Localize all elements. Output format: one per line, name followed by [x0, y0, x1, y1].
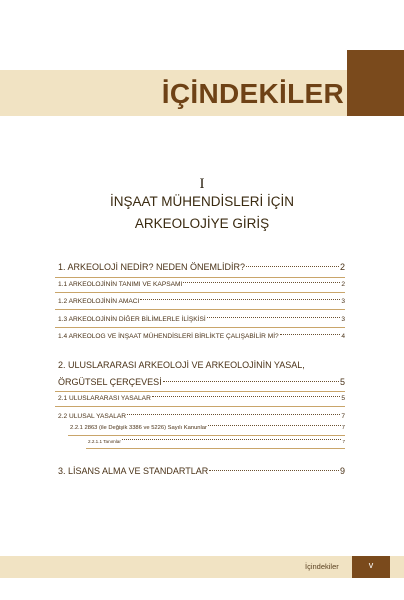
- toc-entry-1[interactable]: [58, 262, 345, 272]
- toc-entry-label: 2.1 ULUSLARARASI YASALAR: [58, 395, 151, 402]
- toc-entry-label: 1.1 ARKEOLOJİNİN TANIMI VE KAPSAMI: [58, 281, 183, 288]
- toc-entry-2-2-1-1[interactable]: [88, 439, 345, 444]
- leader-dots: [163, 381, 339, 382]
- leader-dots: [207, 317, 341, 318]
- toc-entry-page: 7: [342, 439, 345, 444]
- toc-entry-label: 2.2.1.1 Tanımlar: [88, 439, 121, 444]
- toc-entry-page: 3: [341, 298, 345, 305]
- toc-entry-page: 3: [341, 316, 345, 323]
- toc-entry-2-line-1[interactable]: [58, 360, 345, 370]
- toc-entry-page: 9: [339, 466, 345, 476]
- toc-entry-page: 5: [339, 377, 345, 387]
- toc-entry-label: 1.2 ARKEOLOJİNİN AMACI: [58, 298, 140, 305]
- divider: [55, 277, 345, 278]
- leader-dots: [183, 282, 340, 283]
- toc-entry-label: 2. ULUSLARARASI ARKEOLOJİ VE ARKEOLOJİNİN YASAL,: [58, 360, 305, 370]
- toc-entry-page: 2: [341, 281, 345, 288]
- chapter-numeral: I: [199, 176, 205, 192]
- toc-entry-label: 1.4 ARKEOLOG VE İNŞAAT MÜHENDİSLERİ BİRLİKTE ÇALIŞABİLİR Mİ?: [58, 333, 279, 340]
- toc-entry-1-3[interactable]: [58, 316, 345, 323]
- chapter-title-line-2: ARKEOLOJİYE GİRİŞ: [134, 216, 270, 231]
- toc-entry-label: 1. ARKEOLOJİ NEDİR? NEDEN ÖNEMLİDİR?: [58, 262, 246, 272]
- page-title: İÇİNDEKİLER: [161, 78, 344, 109]
- leader-dots: [122, 439, 342, 440]
- toc-entry-page: 4: [341, 333, 345, 340]
- toc-entry-2-1[interactable]: [58, 395, 345, 402]
- toc-entry-1-2[interactable]: [58, 298, 345, 305]
- chapter-title-line-1: İNŞAAT MÜHENDİSLERİ İÇİN: [109, 194, 295, 209]
- toc-entry-label: ÖRGÜTSEL ÇERÇEVESİ: [58, 377, 162, 387]
- toc-entry-2[interactable]: [58, 377, 345, 387]
- header-accent-block: [347, 50, 404, 116]
- toc-entry-page: 7: [341, 425, 345, 431]
- divider: [55, 406, 345, 407]
- leader-dots: [140, 299, 340, 300]
- toc-entry-1-4[interactable]: [58, 333, 345, 340]
- leader-dots: [208, 425, 341, 426]
- footer-label: İçindekiler: [305, 562, 339, 571]
- footer-page-number: v: [368, 560, 374, 570]
- toc-entry-label: 2.2 ULUSAL YASALAR: [58, 413, 127, 420]
- leader-dots: [246, 266, 339, 267]
- toc-entry-2-2-1[interactable]: [70, 425, 345, 431]
- toc-entry-label: 2.2.1 2863 (ile Değişik 3386 ve 5226) Sayılı Kanunlar: [70, 425, 207, 431]
- leader-dots: [152, 396, 340, 397]
- divider: [55, 309, 345, 310]
- toc-entry-page: 7: [341, 413, 345, 420]
- toc-entry-label: 3. LİSANS ALMA VE STANDARTLAR: [58, 466, 209, 476]
- toc-entry-2-2[interactable]: [58, 413, 345, 420]
- toc-entry-3[interactable]: [58, 466, 345, 476]
- footer-band: [0, 556, 404, 578]
- toc-entry-label: 1.3 ARKEOLOJİNİN DİĞER BİLİMLERLE İLİŞKİSİ: [58, 316, 206, 323]
- divider: [55, 292, 345, 293]
- toc-entry-page: 2: [339, 262, 345, 272]
- toc-entry-page: 5: [341, 395, 345, 402]
- divider: [86, 448, 345, 449]
- divider: [68, 435, 345, 436]
- leader-dots: [127, 414, 340, 415]
- toc-entry-1-1[interactable]: [58, 281, 345, 288]
- divider: [55, 391, 345, 392]
- divider: [55, 327, 345, 328]
- leader-dots: [209, 470, 339, 471]
- leader-dots: [280, 334, 341, 335]
